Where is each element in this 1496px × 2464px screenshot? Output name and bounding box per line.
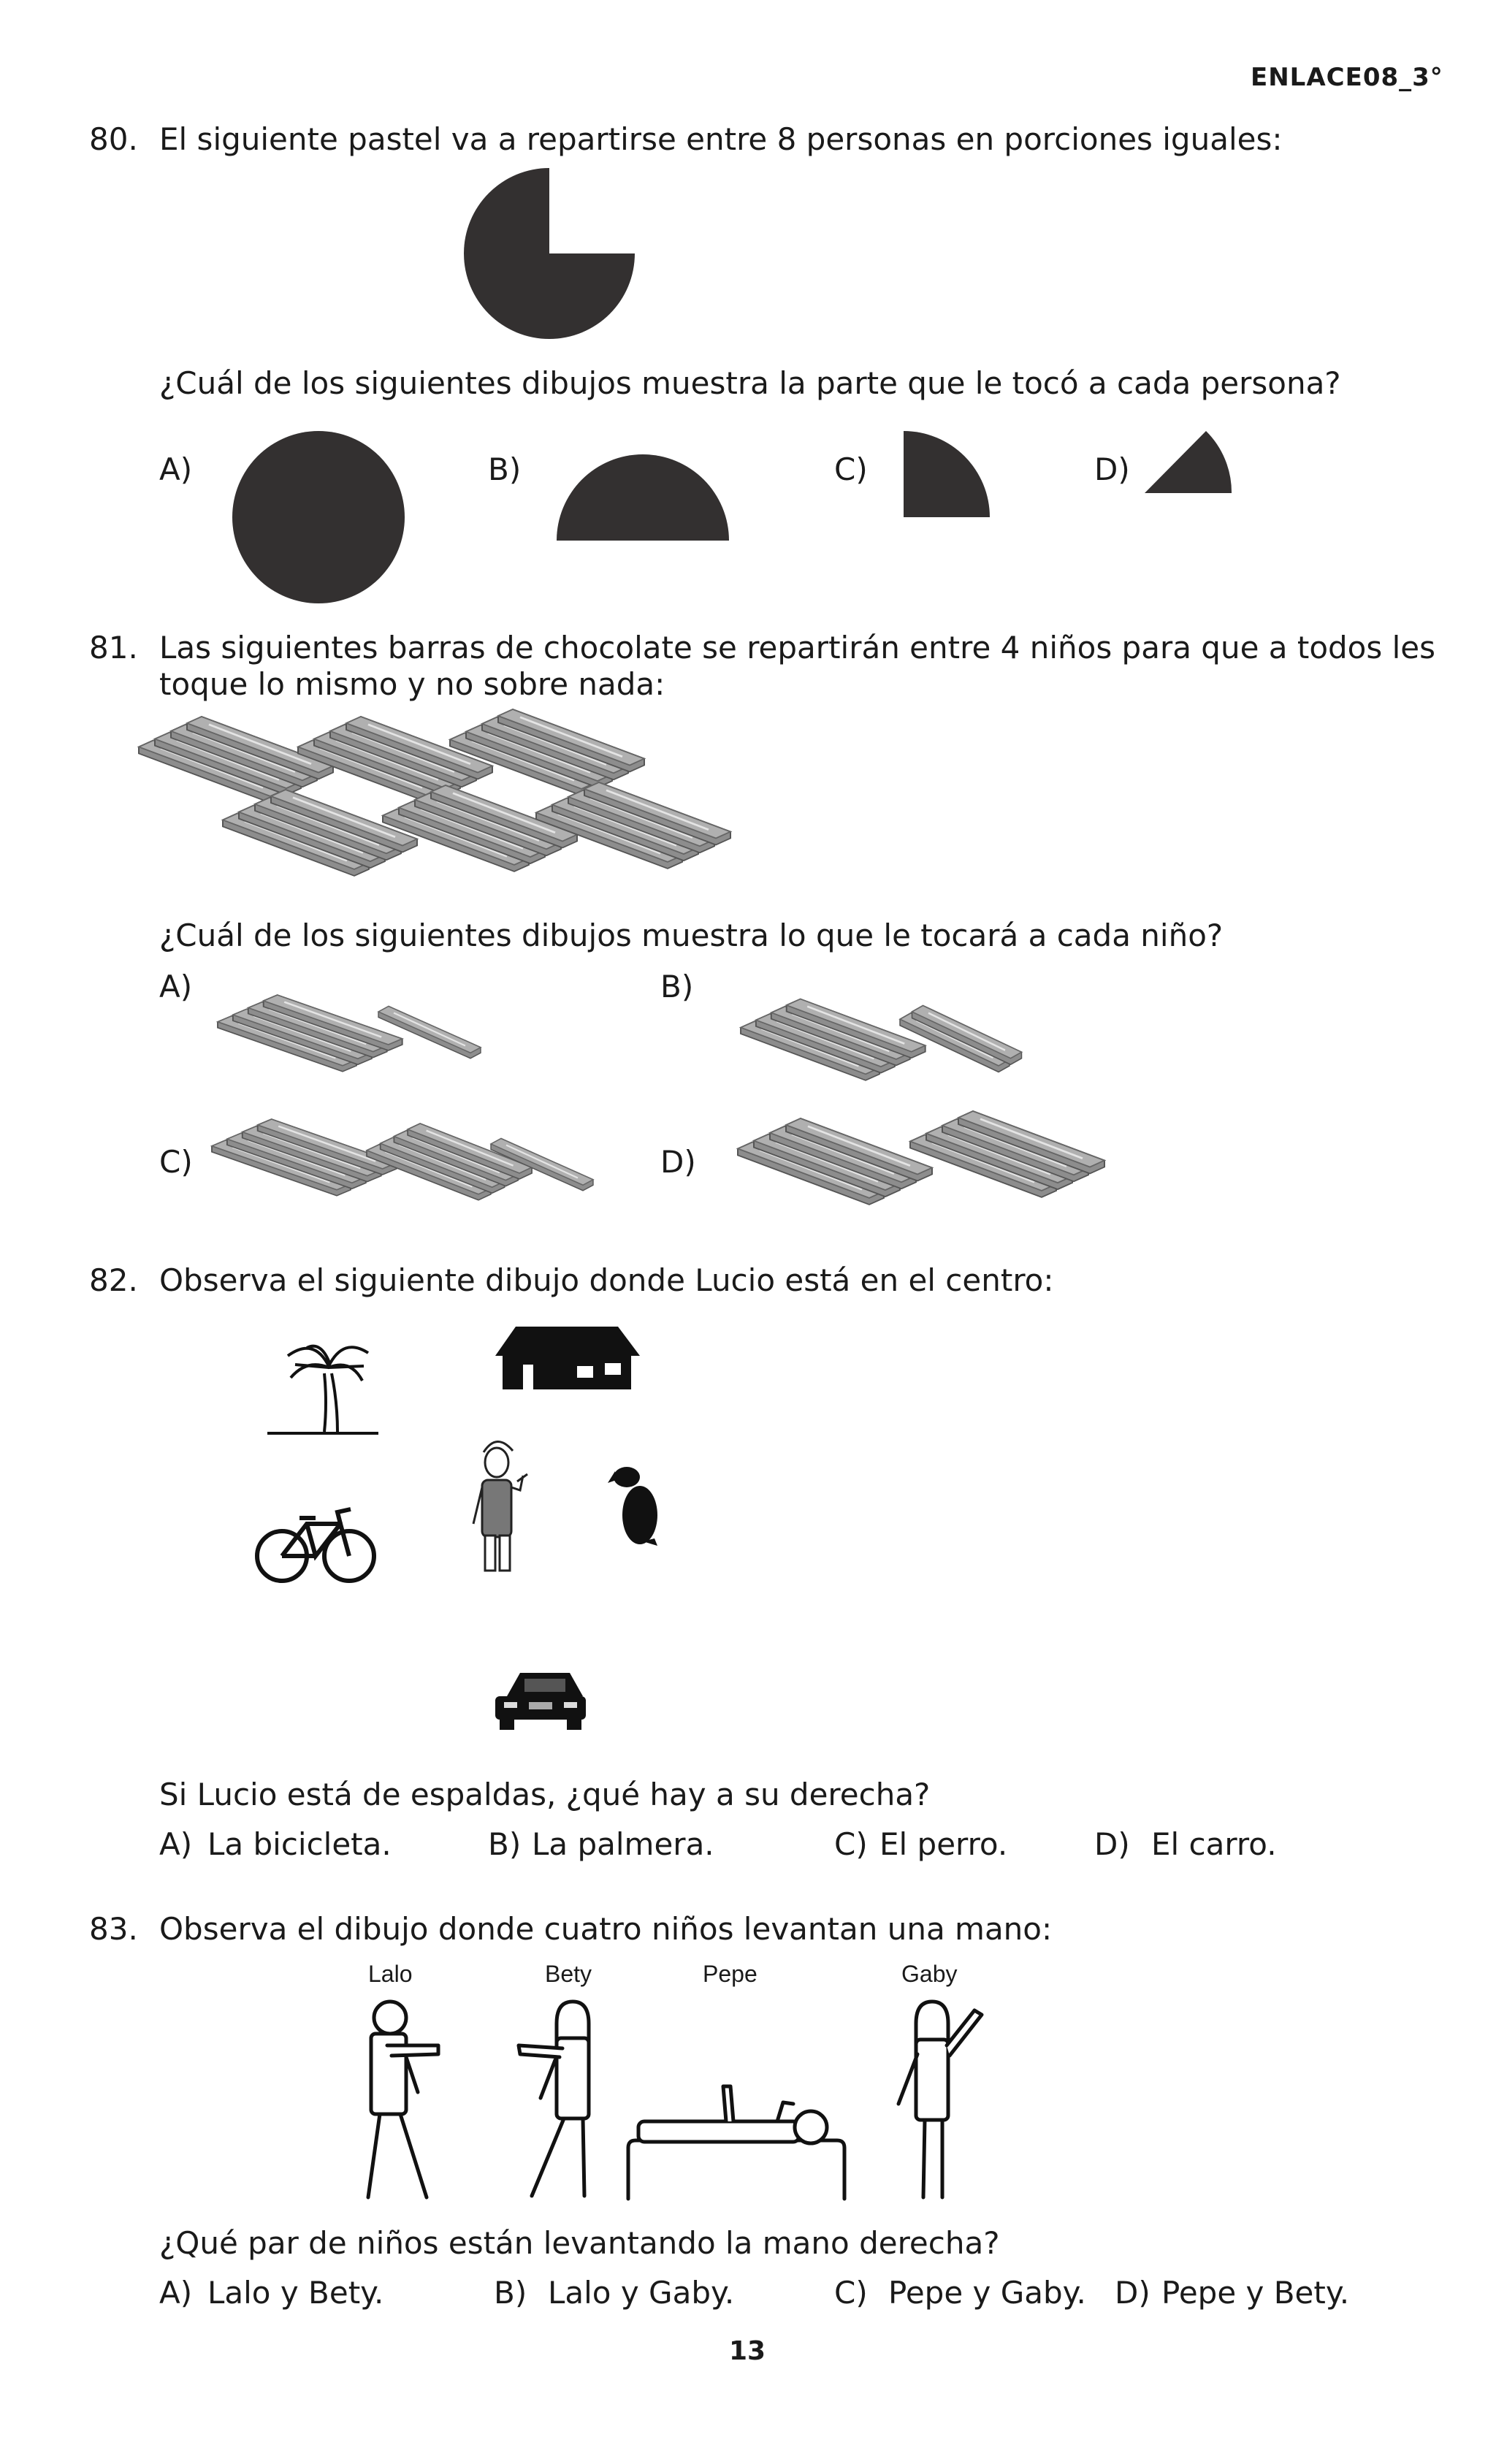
option-b-label[interactable]: B) xyxy=(494,2275,527,2311)
option-c-label[interactable]: C) xyxy=(834,2275,868,2311)
child-name-pepe: Pepe xyxy=(703,1961,757,1987)
document-code: ENLACE08_3° xyxy=(1251,63,1443,92)
option-c-text[interactable]: Pepe y Gaby. xyxy=(888,2275,1086,2311)
child-figure-icon xyxy=(638,2086,827,2143)
option-d-label[interactable]: D) xyxy=(1094,1826,1130,1862)
option-c-text[interactable]: El perro. xyxy=(879,1826,1008,1862)
bed-icon xyxy=(628,2140,844,2199)
option-c-label[interactable]: C) xyxy=(834,451,868,487)
option-a-text[interactable]: Lalo y Bety. xyxy=(207,2275,384,2311)
option-a-label[interactable]: A) xyxy=(159,2275,193,2311)
question-text: El siguiente pastel va a repartirse entre 8 personas en porciones iguales: xyxy=(159,121,1283,157)
option-d-text[interactable]: El carro. xyxy=(1151,1826,1277,1862)
question-text-line-2: toque lo mismo y no sobre nada: xyxy=(159,666,665,702)
question-prompt: ¿Cuál de los siguientes dibujos muestra la parte que le tocó a cada persona? xyxy=(159,365,1341,401)
child-name-lalo: Lalo xyxy=(368,1961,413,1987)
page-number: 13 xyxy=(729,2336,766,2366)
question-prompt: Si Lucio está de espaldas, ¿qué hay a su derecha? xyxy=(159,1777,931,1812)
question-number: 80. xyxy=(89,121,138,157)
option-b-text[interactable]: La palmera. xyxy=(532,1826,714,1862)
option-b-label[interactable]: B) xyxy=(660,969,694,1004)
option-a-text[interactable]: La bicicleta. xyxy=(207,1826,392,1862)
question-text: Observa el siguiente dibujo donde Lucio está en el centro: xyxy=(159,1262,1054,1298)
option-a-label[interactable]: A) xyxy=(159,451,193,487)
child-figure-icon xyxy=(368,2002,438,2197)
option-b-text[interactable]: Lalo y Gaby. xyxy=(548,2275,735,2311)
question-number: 82. xyxy=(89,1262,138,1298)
question-text: Observa el dibujo donde cuatro niños levantan una mano: xyxy=(159,1911,1053,1947)
question-prompt: ¿Cuál de los siguientes dibujos muestra lo que le tocará a cada niño? xyxy=(159,918,1224,953)
option-a-label[interactable]: A) xyxy=(159,1826,193,1862)
child-figure-icon xyxy=(519,2002,589,2196)
child-figure-icon xyxy=(898,2002,982,2197)
option-c-label[interactable]: C) xyxy=(159,1144,193,1180)
child-name-bety: Bety xyxy=(545,1961,592,1987)
option-a-label[interactable]: A) xyxy=(159,969,193,1004)
question-number: 81. xyxy=(89,630,138,665)
option-b-label[interactable]: B) xyxy=(488,451,522,487)
option-d-label[interactable]: D) xyxy=(1094,451,1130,487)
question-prompt: ¿Qué par de niños están levantando la mano derecha? xyxy=(159,2225,1000,2261)
option-c-label[interactable]: C) xyxy=(834,1826,868,1862)
child-name-gaby: Gaby xyxy=(901,1961,958,1987)
option-d-text[interactable]: Pepe y Bety. xyxy=(1161,2275,1350,2311)
option-d-label[interactable]: D) xyxy=(660,1144,696,1180)
option-b-label[interactable]: B) xyxy=(488,1826,522,1862)
option-d-label[interactable]: D) xyxy=(1115,2275,1150,2311)
question-text-line-1: Las siguientes barras de chocolate se repartirán entre 4 niños para que a todos les xyxy=(159,630,1435,665)
question-number: 83. xyxy=(89,1911,138,1947)
